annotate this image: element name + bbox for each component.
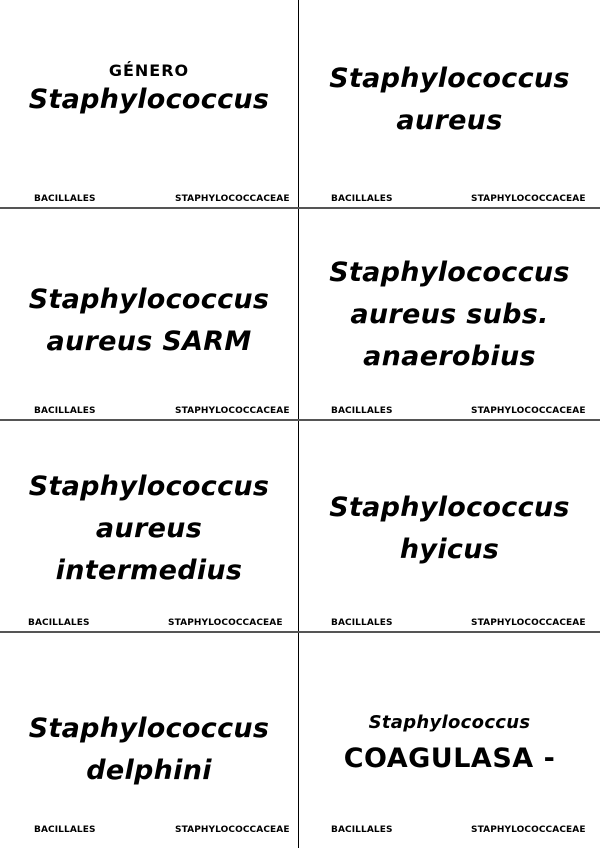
- card-aureus-sarm: [0, 209, 298, 419]
- order-label: BACILLALES: [28, 618, 90, 628]
- order-label: BACILLALES: [34, 406, 96, 416]
- title-line: Staphylococcus: [28, 284, 270, 315]
- card-genus: [0, 0, 298, 207]
- title-line: aureus: [95, 513, 203, 544]
- family-label: STAPHYLOCOCCACEAE: [471, 406, 586, 416]
- card-title: [0, 708, 298, 792]
- card-title: [0, 60, 298, 118]
- card-hyicus: [299, 421, 600, 631]
- title-line: delphini: [86, 755, 212, 786]
- card-title: [299, 487, 600, 571]
- card-aureus-intermedius: [0, 421, 298, 631]
- order-label: BACILLALES: [331, 618, 393, 628]
- card-title: [0, 466, 298, 592]
- title-line: anaerobius: [363, 341, 536, 372]
- title-line: intermedius: [55, 555, 243, 586]
- title-small-line: Staphylococcus: [368, 712, 531, 733]
- order-label: BACILLALES: [331, 406, 393, 416]
- genus-label: GÉNERO: [108, 61, 190, 80]
- title-line: Staphylococcus: [329, 257, 570, 288]
- family-label: STAPHYLOCOCCACEAE: [168, 618, 283, 628]
- order-label: BACILLALES: [34, 194, 96, 204]
- family-label: STAPHYLOCOCCACEAE: [175, 825, 290, 835]
- card-title: [299, 252, 600, 378]
- card-title: [299, 709, 600, 781]
- title-line: hyicus: [399, 534, 500, 565]
- title-line: aureus subs.: [350, 299, 549, 330]
- card-aureus: [299, 0, 600, 207]
- title-line: aureus SARM: [46, 326, 252, 357]
- title-line: Staphylococcus: [329, 492, 570, 523]
- card-title: [299, 58, 600, 142]
- family-label: STAPHYLOCOCCACEAE: [175, 194, 290, 204]
- card-aureus-anaerobius: [299, 209, 600, 419]
- title-line: Staphylococcus: [329, 63, 570, 94]
- card-delphini: [0, 633, 298, 848]
- title-line: Staphylococcus: [28, 471, 270, 502]
- family-label: STAPHYLOCOCCACEAE: [471, 618, 586, 628]
- family-label: STAPHYLOCOCCACEAE: [471, 825, 586, 835]
- title-line: Staphylococcus: [28, 713, 270, 744]
- order-label: BACILLALES: [331, 825, 393, 835]
- card-coagulasa: [299, 633, 600, 848]
- order-label: BACILLALES: [34, 825, 96, 835]
- title-line: Staphylococcus: [28, 84, 270, 115]
- title-caps-line: COAGULASA -: [343, 743, 556, 774]
- title-line: aureus: [396, 105, 503, 136]
- family-label: STAPHYLOCOCCACEAE: [471, 194, 586, 204]
- card-title: [0, 279, 298, 363]
- family-label: STAPHYLOCOCCACEAE: [175, 406, 290, 416]
- order-label: BACILLALES: [331, 194, 393, 204]
